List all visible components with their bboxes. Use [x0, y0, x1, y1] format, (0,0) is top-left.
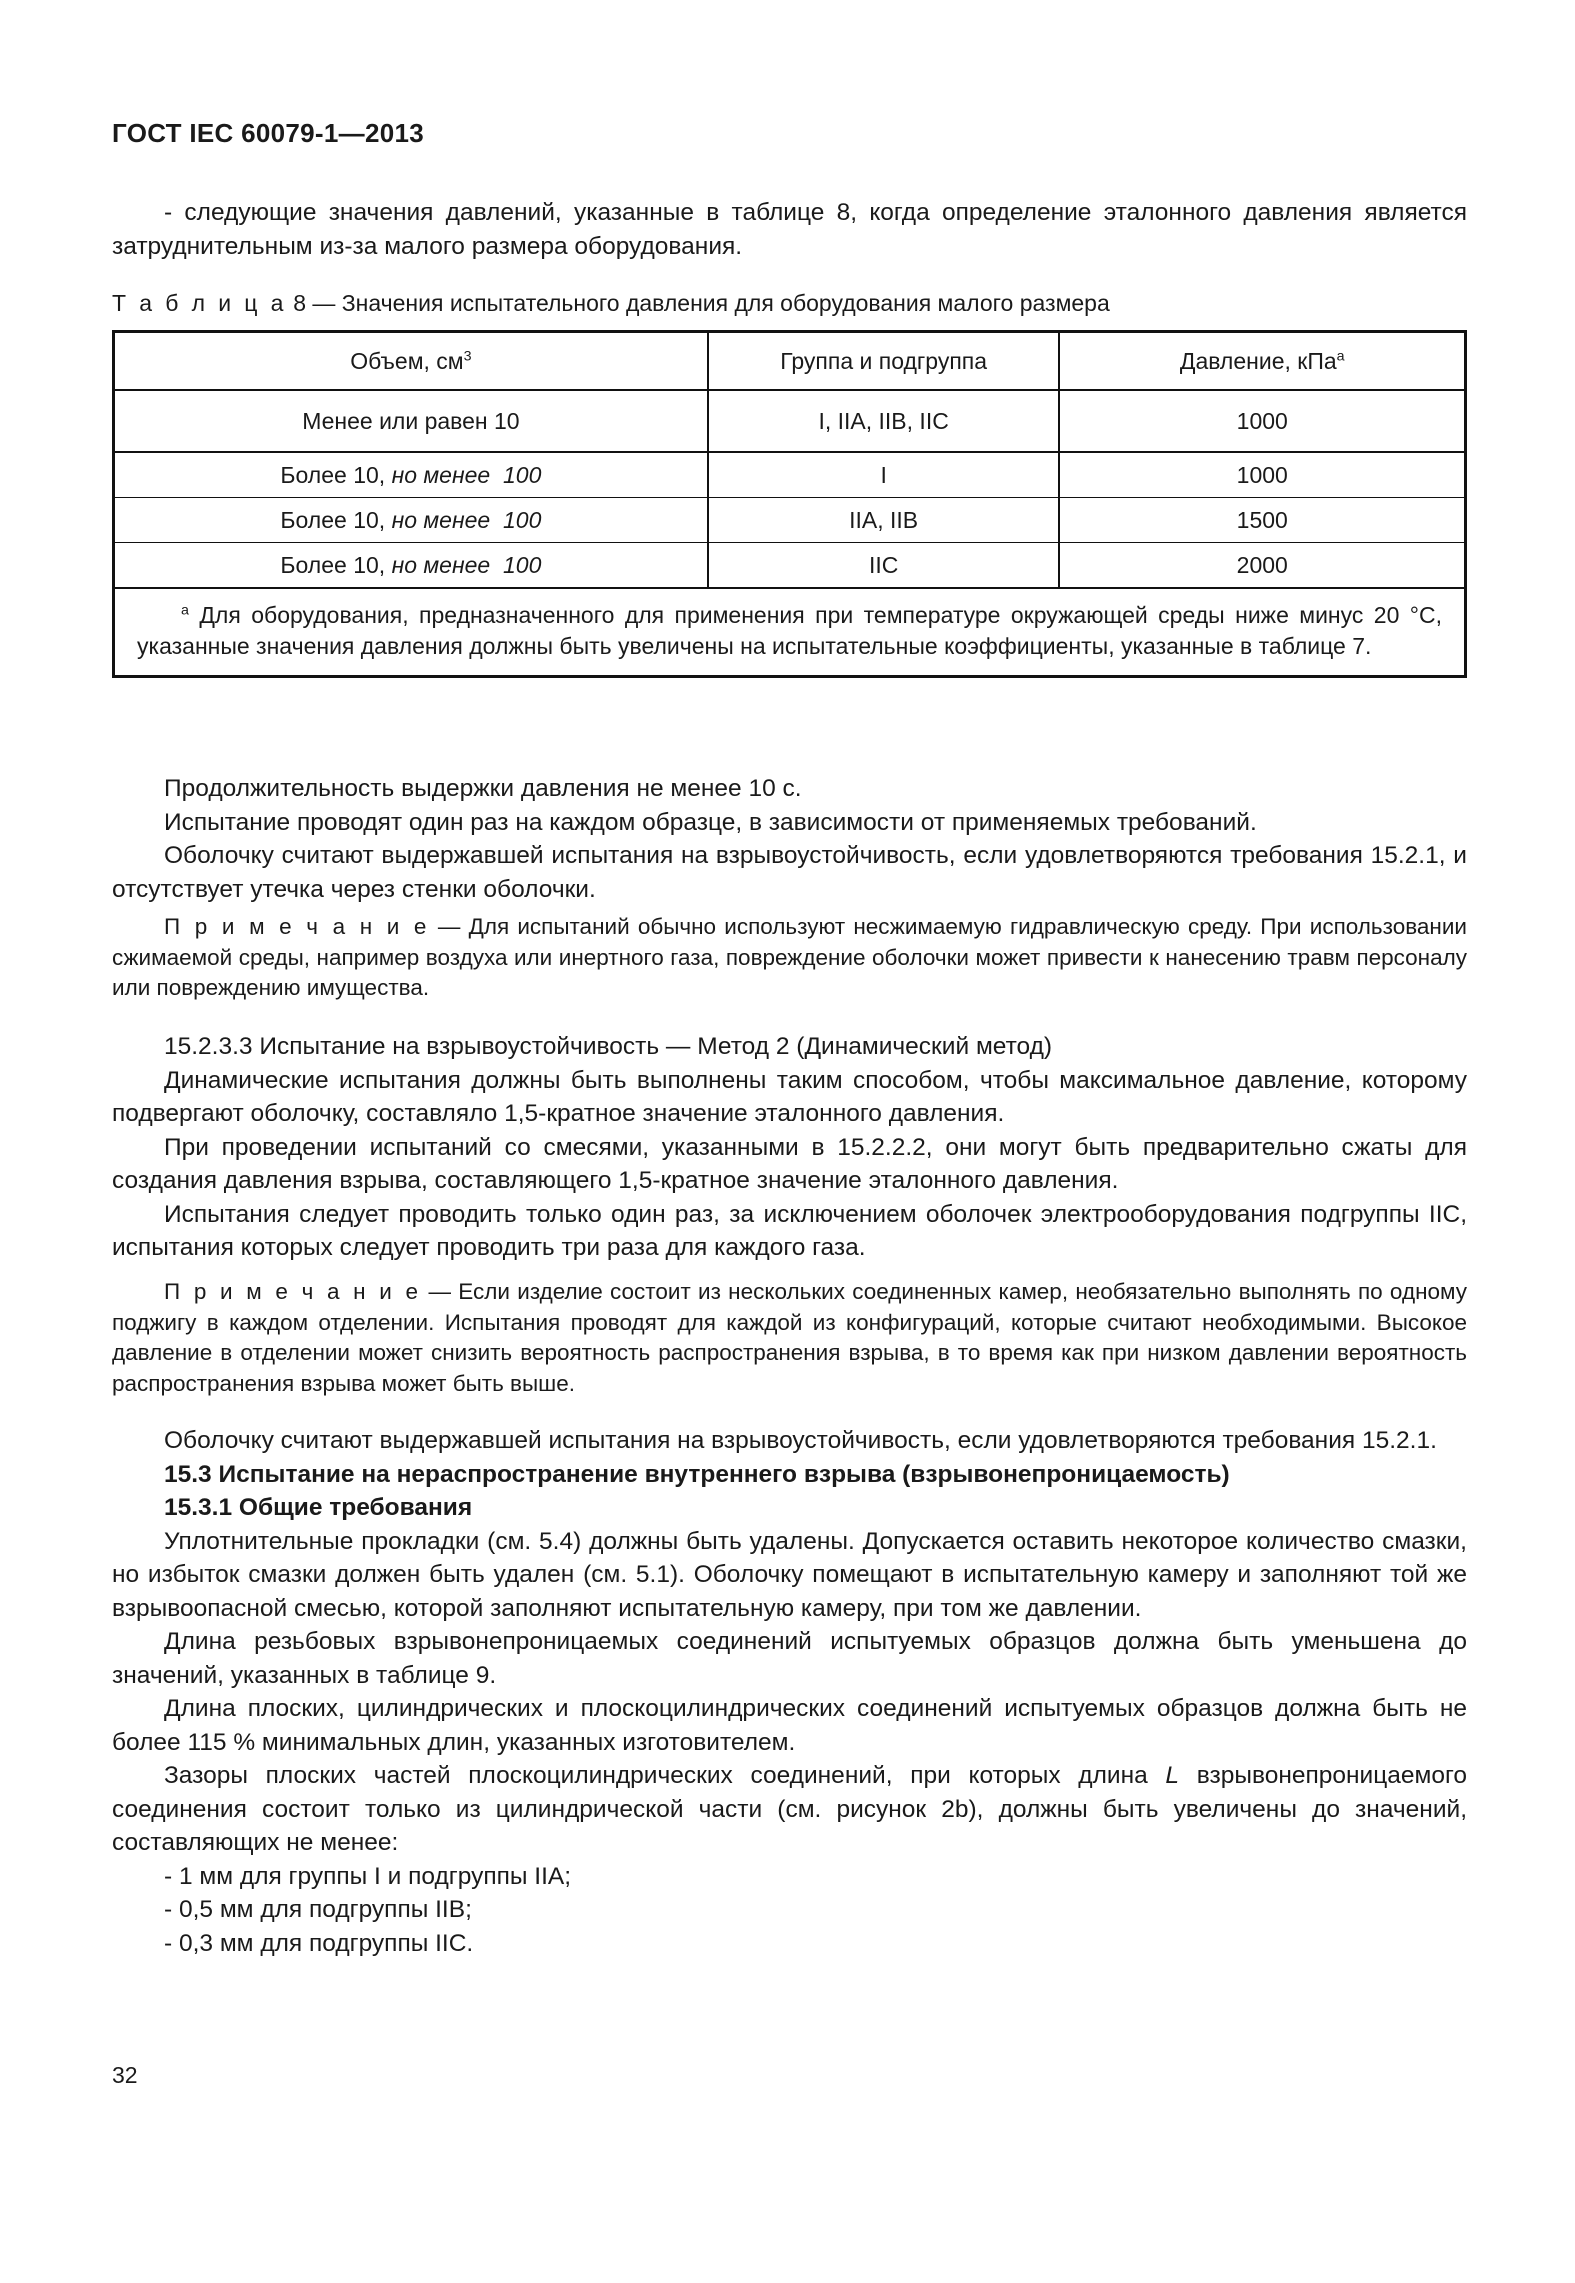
header-pressure-superscript: a — [1336, 347, 1345, 364]
note-1-dash: — — [437, 914, 461, 939]
paragraph-dynamic-tests: Динамические испытания должны быть выполнены таким способом, чтобы максимальное давление, которому подвергают оболочку, составляло 1,5-кратное значение эталонного давления. — [112, 1066, 1467, 1127]
cell-pressure: 1000 — [1059, 452, 1464, 498]
cell-group: I — [708, 452, 1060, 498]
body-block-2 — [112, 1030, 1467, 1265]
paragraph-gaps — [112, 1759, 1467, 1860]
header-volume — [115, 333, 708, 390]
note-1-text: Для испытаний обычно используют несжимаемую гидравлическую среду. При использовании сжимаемой среды, например воздуха или инертного газа, повреждение оболочки может привести к нанесению травм персоналу или повреждению имущества. — [112, 914, 1467, 1000]
table-body — [115, 390, 1464, 588]
cell-volume-tail: 100 — [502, 506, 542, 533]
table-row — [115, 452, 1464, 498]
table-footnote — [115, 589, 1464, 675]
list-item: - 1 мм для группы I и подгруппы IIA; — [164, 1862, 572, 1890]
table-row — [115, 498, 1464, 543]
table-8 — [112, 330, 1467, 678]
note-2-label: П р и м е ч а н и е — [164, 1279, 422, 1304]
paragraph-threaded-length: Длина резьбовых взрывонепроницаемых соединений испытуемых образцов должна быть уменьшена до значений, указанных в таблице 9. — [112, 1628, 1467, 1689]
header-group: Группа и подгруппа — [708, 333, 1060, 390]
paragraph-mixtures: При проведении испытаний со смесями, указанными в 15.2.2.2, они могут быть предварительно сжаты для создания давления взрыва, составляющего 1,5-кратное значение эталонного давления. — [112, 1133, 1467, 1194]
paragraph-shell-passed: Оболочку считают выдержавшей испытания на взрывоустойчивость, если удовлетворяются требования 15.2.1, и отсутствует утечка через стенки оболочки. — [112, 842, 1467, 903]
section-15-2-3-3-title: 15.2.3.3 Испытание на взрывоустойчивость — Метод 2 (Динамический метод) — [164, 1033, 1053, 1060]
cell-pressure: 1000 — [1059, 390, 1464, 452]
table-8-grid — [115, 333, 1464, 589]
cell-volume — [115, 390, 708, 452]
paragraph-shell-passed-2: Оболочку считают выдержавшей испытания на взрывоустойчивость, если удовлетворяются требования 15.2.1. — [164, 1427, 1437, 1454]
cell-group: I, IIA, IIB, IIC — [708, 390, 1060, 452]
paragraph-duration: Продолжительность выдержки давления не менее 10 с. — [164, 775, 802, 802]
header-pressure — [1059, 333, 1464, 390]
note-1 — [112, 912, 1467, 1004]
body-block-3 — [112, 1424, 1467, 1960]
cell-volume-italic: но менее — [391, 506, 491, 533]
table-footnote-text: Для оборудования, предназначенного для применения при температуре окружающей среды ниже минус 20 °C, указанные значения давления должны быть увеличены на испытательные коэффициенты, указанные в таблице 7. — [137, 602, 1442, 659]
note-2-text: Если изделие состоит из нескольких соединенных камер, необязательно выполнять по одному поджигу в каждом отделении. Испытания проводят для каждой из конфигураций, которые считают необходимыми. Высокое давление в отделении может снизить вероятность распространения взрыва, в то время как при низком давлении вероятность распространения взрыва может быть выше. — [112, 1279, 1467, 1396]
table-caption-title: Значения испытательного давления для оборудования малого размера — [341, 290, 1110, 316]
cell-volume — [115, 543, 708, 589]
cell-pressure: 1500 — [1059, 498, 1464, 543]
heading-15-3-1: 15.3.1 Общие требования — [164, 1494, 473, 1521]
cell-volume — [115, 452, 708, 498]
cell-volume-plain: Менее или равен 10 — [302, 407, 520, 434]
cell-volume-tail: 100 — [502, 461, 542, 488]
cell-pressure: 2000 — [1059, 543, 1464, 589]
note-block-1 — [112, 912, 1467, 1004]
header-pressure-text: Давление, кПа — [1179, 347, 1337, 374]
paragraph-gaskets: Уплотнительные прокладки (см. 5.4) должны быть удалены. Допускается оставить некоторое количество смазки, но избыток смазки должен быть удален (см. 5.1). Оболочку помещают в испытательную камеру и заполняют той же взрывоопасной смесью, которой заполняют испытательную камеру, при том же давлении. — [112, 1527, 1467, 1622]
table-row — [115, 390, 1464, 452]
table-caption — [112, 288, 1110, 318]
document-header: ГОСТ IEC 60079-1—2013 — [112, 118, 424, 148]
table-head — [115, 333, 1464, 390]
intro-paragraph-block — [112, 196, 1467, 263]
table-footnote-paragraph — [137, 600, 1442, 662]
paragraph-iic-three-times: Испытания следует проводить только один раз, за исключением оболочек электрооборудования подгруппы IIC, испытания которых следует проводить три раза для каждого газа. — [112, 1200, 1467, 1261]
cell-volume-plain: Более 10, — [280, 461, 386, 488]
header-volume-superscript: 3 — [463, 347, 472, 364]
cell-group: IIC — [708, 543, 1060, 589]
table-footnote-marker: a — [181, 602, 189, 619]
cell-group: IIA, IIB — [708, 498, 1060, 543]
paragraph-gaps-part-a: Зазоры плоских частей плоскоцилиндрических соединений, при которых длина — [164, 1762, 1148, 1789]
table-caption-dash: — — [312, 290, 336, 316]
cell-volume — [115, 498, 708, 543]
list-item: - 0,3 мм для подгруппы IIC. — [164, 1929, 474, 1957]
table-header-row — [115, 333, 1464, 390]
note-block-2 — [112, 1277, 1467, 1399]
paragraph-gaps-part-b: взрывонепроницаемого соединения состоит только из цилиндрической части (см. рисунок 2b), должны быть увеличены до значений, составляющих не менее: — [112, 1762, 1467, 1856]
note-1-label: П р и м е ч а н и е — [164, 914, 430, 939]
table-caption-label: Т а б л и ц а — [112, 290, 287, 316]
paragraph-flat-length: Длина плоских, цилиндрических и плоскоцилиндрических соединений испытуемых образцов должна быть не более 115 % минимальных длин, указанных изготовителем. — [112, 1695, 1467, 1756]
paragraph-gaps-symbol-L: L — [1165, 1762, 1180, 1789]
heading-15-3: 15.3 Испытание на нераспространение внутреннего взрыва (взрывонепроницаемость) — [164, 1460, 1230, 1488]
cell-volume-italic: но менее — [391, 551, 491, 578]
cell-volume-italic: но менее — [391, 461, 491, 488]
intro-paragraph: - следующие значения давлений, указанные в таблице 8, когда определение эталонного давления является затруднительным из-за малого размера оборудования. — [112, 199, 1467, 260]
table-caption-number: 8 — [293, 290, 306, 316]
cell-volume-plain: Более 10, — [280, 551, 386, 578]
paragraph-test-once: Испытание проводят один раз на каждом образце, в зависимости от применяемых требований. — [164, 808, 1257, 836]
body-block-1 — [112, 772, 1467, 906]
cell-volume-plain: Более 10, — [280, 506, 386, 533]
note-2-dash: — — [428, 1279, 452, 1304]
page-number: 32 — [112, 2062, 138, 2088]
header-volume-text: Объем, см — [350, 347, 464, 374]
table-row — [115, 543, 1464, 589]
note-2 — [112, 1277, 1467, 1399]
list-item: - 0,5 мм для подгруппы IIB; — [164, 1896, 472, 1923]
cell-volume-tail: 100 — [502, 551, 542, 578]
